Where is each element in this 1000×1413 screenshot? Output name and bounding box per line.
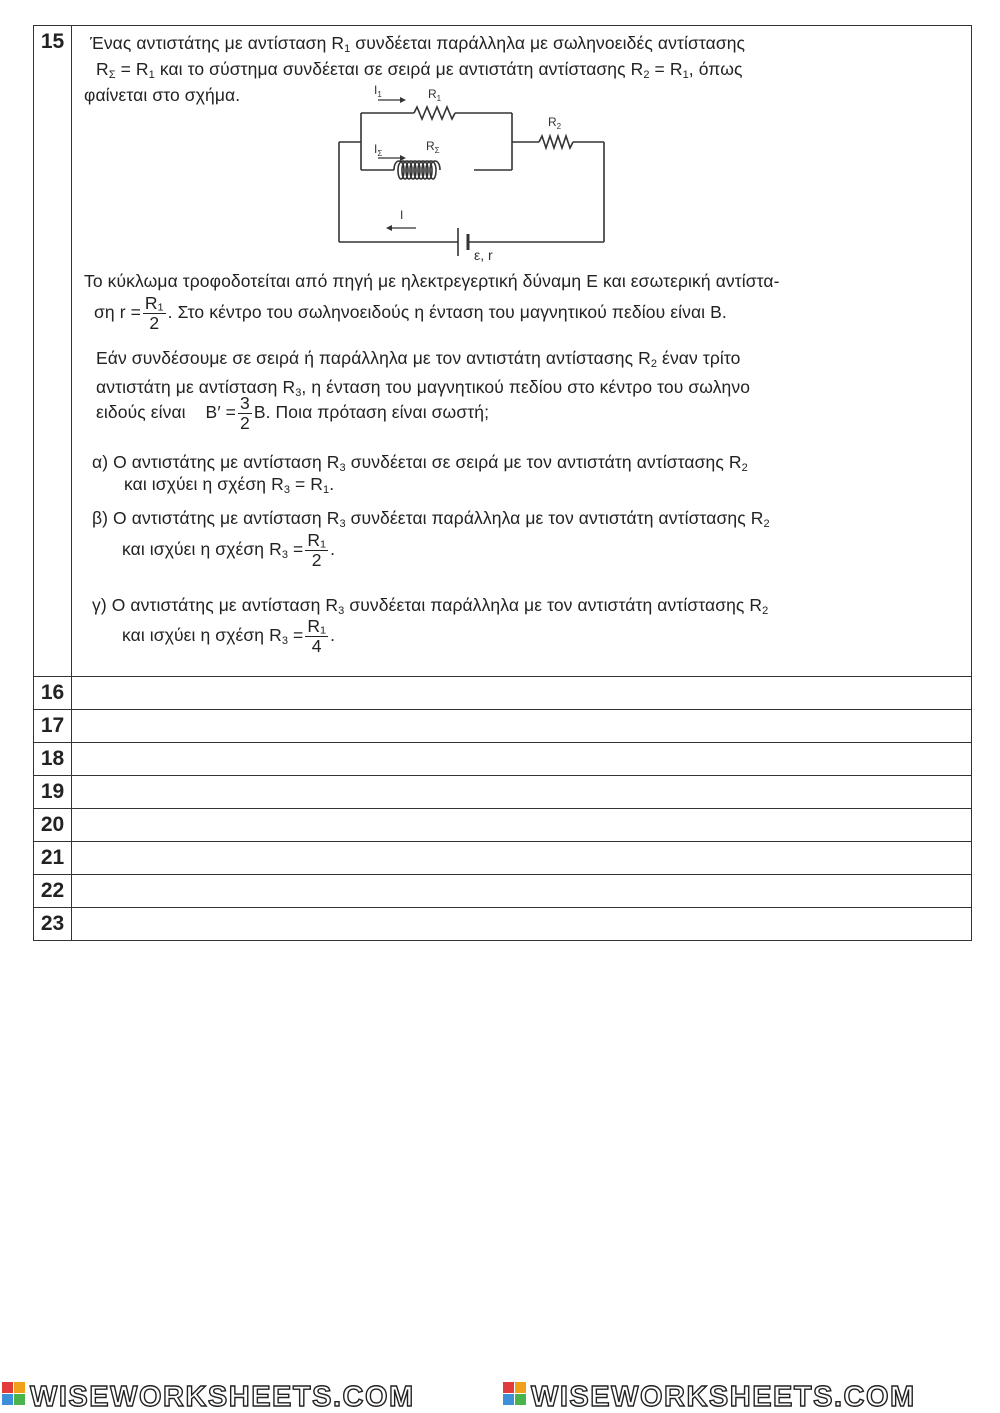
label-i1: $I_1$	[374, 83, 382, 99]
fraction-r1-over-4: $\frac{\text{R₁}}{4}$	[307, 616, 327, 656]
body-line-6: Εάν συνδέσουμε σε σειρά ή παράλληλα με τον αντιστάτη αντίστασης $R_2$ έναν τρίτο	[96, 348, 741, 370]
arrow-i	[386, 225, 392, 231]
answer-row	[34, 743, 972, 776]
answer-row	[34, 677, 972, 710]
intro-line-1: Ένας αντιστάτης με αντίσταση $R_1$ συνδέεται παράλληλα με σωληνοειδές αντίστασης	[90, 33, 746, 55]
body-line-5: ση r = $\frac{\text{R₁}}{2}$ . Στο κέντρο του σωληνοειδούς η ένταση του μαγνητικού πεδίου είναι B.	[94, 293, 727, 333]
option-a-line-2: και ισχύει η σχέση $R_3 = R_1$.	[124, 474, 335, 496]
option-b-line-2: και ισχύει η σχέση $R_3$ = $\frac{\text{R₁}}{2}$ .	[122, 530, 336, 570]
answer-cell[interactable]	[72, 809, 972, 842]
answer-row	[34, 908, 972, 941]
body-line-8: ειδούς είναι B′ = $\frac{3}{2}$ B. Ποια πρόταση είναι σωστή;	[96, 393, 490, 433]
label-r1: $R_1$	[428, 87, 442, 103]
row-number: 22	[34, 875, 72, 908]
footer-watermark	[0, 1376, 1000, 1413]
intro-line-3: φαίνεται στο σχήμα.	[84, 85, 241, 105]
label-source: ε, r	[474, 247, 493, 263]
answer-row	[34, 776, 972, 809]
question-row	[34, 26, 972, 677]
row-number: 17	[34, 710, 72, 743]
label-r2: $R_2$	[548, 115, 562, 131]
resistor-r2	[539, 136, 573, 148]
row-number: 18	[34, 743, 72, 776]
answer-cell[interactable]	[72, 710, 972, 743]
solenoid-rs	[394, 161, 440, 179]
fraction-r1-over-2-b: $\frac{\text{R₁}}{2}$	[307, 530, 327, 570]
body-line-4: Το κύκλωμα τροφοδοτείται από πηγή με ηλεκτρεγερτική δύναμη Ε και εσωτερική αντίστα-	[84, 271, 780, 291]
row-number: 23	[34, 908, 72, 941]
option-c-line-1: γ) Ο αντιστάτης με αντίσταση $R_3$ συνδέεται παράλληλα με τον αντιστάτη αντίστασης $R_2$	[92, 595, 769, 617]
answer-row	[34, 710, 972, 743]
answer-row	[34, 809, 972, 842]
label-rs: $R_\Sigma$	[426, 139, 440, 155]
answer-cell[interactable]	[72, 743, 972, 776]
row-number: 20	[34, 809, 72, 842]
label-i: I	[400, 208, 404, 222]
answer-cell[interactable]	[72, 908, 972, 941]
option-c-line-2: και ισχύει η σχέση $R_3$ = $\frac{\text{R₁}}{4}$ .	[122, 616, 336, 656]
option-b-line-1: β) Ο αντιστάτης με αντίσταση $R_3$ συνδέεται παράλληλα με τον αντιστάτη αντίστασης $R_2$	[92, 508, 770, 530]
answer-cell[interactable]	[72, 776, 972, 809]
answer-row	[34, 842, 972, 875]
answer-row	[34, 875, 972, 908]
row-number: 19	[34, 776, 72, 809]
fraction-3-over-2: $\frac{3}{2}$	[239, 393, 250, 433]
option-a-line-1: α) Ο αντιστάτης με αντίσταση $R_3$ συνδέεται σε σειρά με τον αντιστάτη αντίστασης $R_2$	[92, 452, 748, 474]
worksheet-table	[33, 25, 972, 941]
answer-cell[interactable]	[72, 875, 972, 908]
arrow-i1	[400, 97, 406, 103]
wiseworksheets-logo-2	[503, 1382, 526, 1405]
question-number: 15	[34, 26, 72, 677]
row-number: 21	[34, 842, 72, 875]
intro-line-2: $R_\Sigma = R_1$ και το σύστημα συνδέεται σε σειρά με αντιστάτη αντίστασης $R_2 = R_1$, όπως	[96, 59, 743, 81]
answer-cell[interactable]	[72, 677, 972, 710]
fraction-r1-over-2: $\frac{\text{R₁}}{2}$	[144, 293, 164, 333]
answer-cell[interactable]	[72, 842, 972, 875]
label-is: $I_\Sigma$	[374, 142, 383, 158]
brand-text-1: WISEWORKSHEETS.COM	[30, 1381, 415, 1413]
wiseworksheets-logo	[2, 1382, 25, 1405]
circuit-diagram	[334, 78, 614, 263]
arrow-is	[400, 155, 406, 161]
body-line-7: αντιστάτη με αντίσταση $R_3$, η ένταση του μαγνητικού πεδίου στο κέντρο του σωληνο	[96, 377, 751, 399]
brand-text-2: WISEWORKSHEETS.COM	[531, 1381, 916, 1413]
question-content	[72, 26, 972, 677]
row-number: 16	[34, 677, 72, 710]
resistor-r1	[414, 107, 455, 119]
